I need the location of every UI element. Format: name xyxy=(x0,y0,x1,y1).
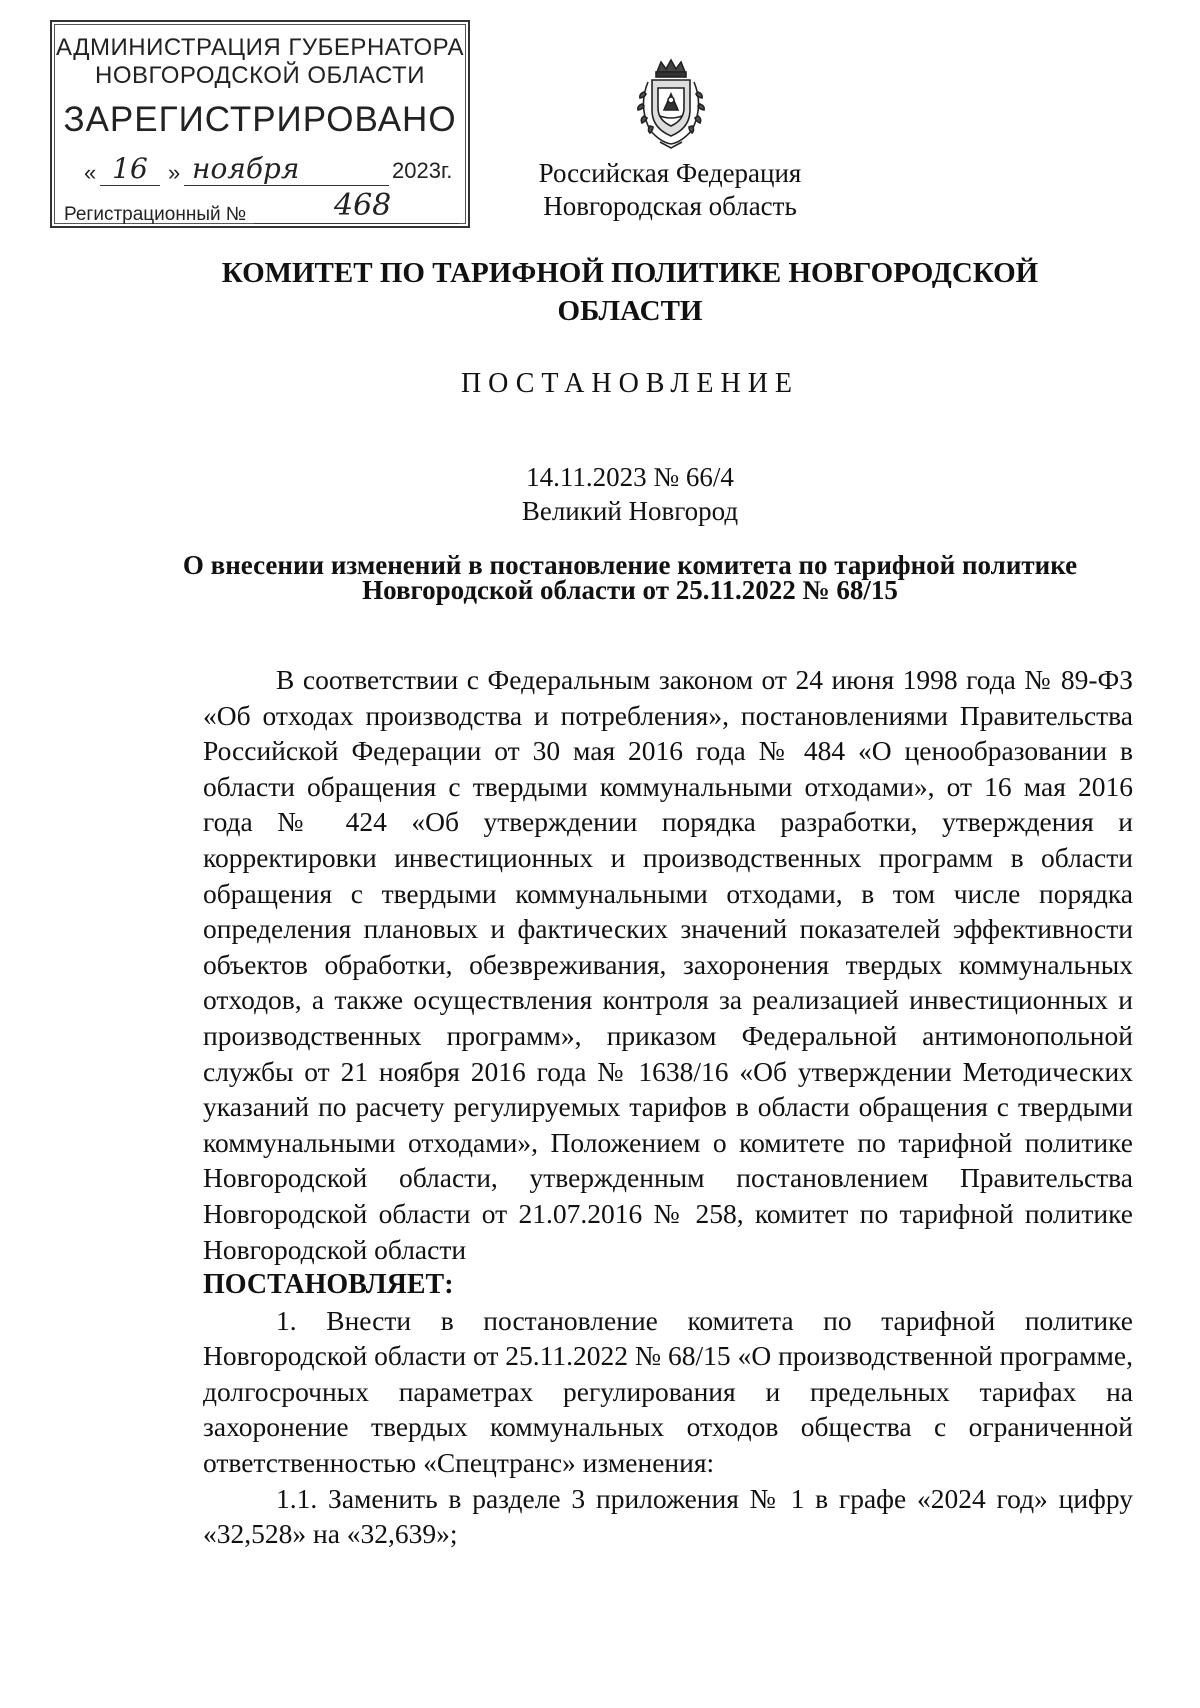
item-1-1-paragraph: 1.1. Заменить в разделе 3 приложения № 1 в графе «2024 год» цифру «32,528» на «32,639»; xyxy=(203,1482,1133,1550)
document-body xyxy=(203,662,1133,1552)
stamp-month: ноября xyxy=(184,152,389,186)
stamp-date: « 16 » ноября 2023г. xyxy=(84,152,453,185)
stamp-reg-number: 468 xyxy=(254,188,459,224)
document-date-number: 14.11.2023 № 66/4 xyxy=(526,462,734,492)
stamp-registration-row xyxy=(64,188,464,226)
document-type: ПОСТАНОВЛЕНИЕ xyxy=(460,368,800,399)
preamble-paragraph: В соответствии с Федеральным законом от 24 июня 1998 года № 89-ФЗ «Об отходах производства и потребления», постановлениями Правительства Российской Федерации от 30 мая 2016 года № 484 «О ценообразовании в области обращения с твердыми коммунальными отходами», от 16 мая 2016 года № 424 «Об утверждении порядка разработки, утверждения и корректировки инвестиционных и производственных программ в области обращения с твердыми коммунальными отходами, в том числе порядка определения плановых и фактических значений показателей эффективности объектов обработки, обезвреживания, захоронения твердых коммунальных отходов, а также осуществления контроля за реализацией инвестиционных и производственных программ», приказом Федеральной антимонопольной службы от 21 ноября 2016 года № 1638/16 «Об утверждении Методических указаний по расчету регулируемых тарифов в области обращения с твердыми коммунальными отходами», Положением о комитете по тарифной политике Новгородской области, утвержденным постановлением Правительства Новгородской области от 21.07.2016 № 258, комитет по тарифной политике Новгородской области xyxy=(203,664,1133,1265)
stamp-authority-line1: АДМИНИСТРАЦИЯ ГУБЕРНАТОРА xyxy=(55,34,465,61)
registration-stamp xyxy=(50,20,470,228)
stamp-registered: ЗАРЕГИСТРИРОВАНО xyxy=(63,100,457,139)
stamp-year: 2023г. xyxy=(392,158,453,183)
country-name: Российская Федерация xyxy=(538,158,802,188)
resolves-heading: ПОСТАНОВЛЯЕТ: xyxy=(203,1269,454,1301)
stamp-day: 16 xyxy=(100,152,160,186)
item-1-paragraph: 1. Внести в постановление комитета по тарифной политике Новгородской области от 25.11.2022 № 68/15 «О производственной программе, долгосрочных параметрах регулирования и предельных тарифах на захоронение твердых коммунальных отходов общества с ограниченной ответственностью «Спецтранс» изменения: xyxy=(203,1304,1133,1479)
document-subject: О внесении изменений в постановление комитета по тарифной политике Новгородской области от 25.11.2022 № 68/15 xyxy=(182,550,1078,605)
stamp-reg-label: Регистрационный № xyxy=(64,204,247,225)
coat-of-arms-icon xyxy=(630,58,712,152)
stamp-authority-line2: НОВГОРОДСКОЙ ОБЛАСТИ xyxy=(95,62,425,89)
region-name: Новгородская область xyxy=(543,191,797,221)
document-city: Великий Новгород xyxy=(521,496,739,526)
committee-title: КОМИТЕТ ПО ТАРИФНОЙ ПОЛИТИКЕ НОВГОРОДСКОЙ ОБЛАСТИ xyxy=(221,257,1039,327)
